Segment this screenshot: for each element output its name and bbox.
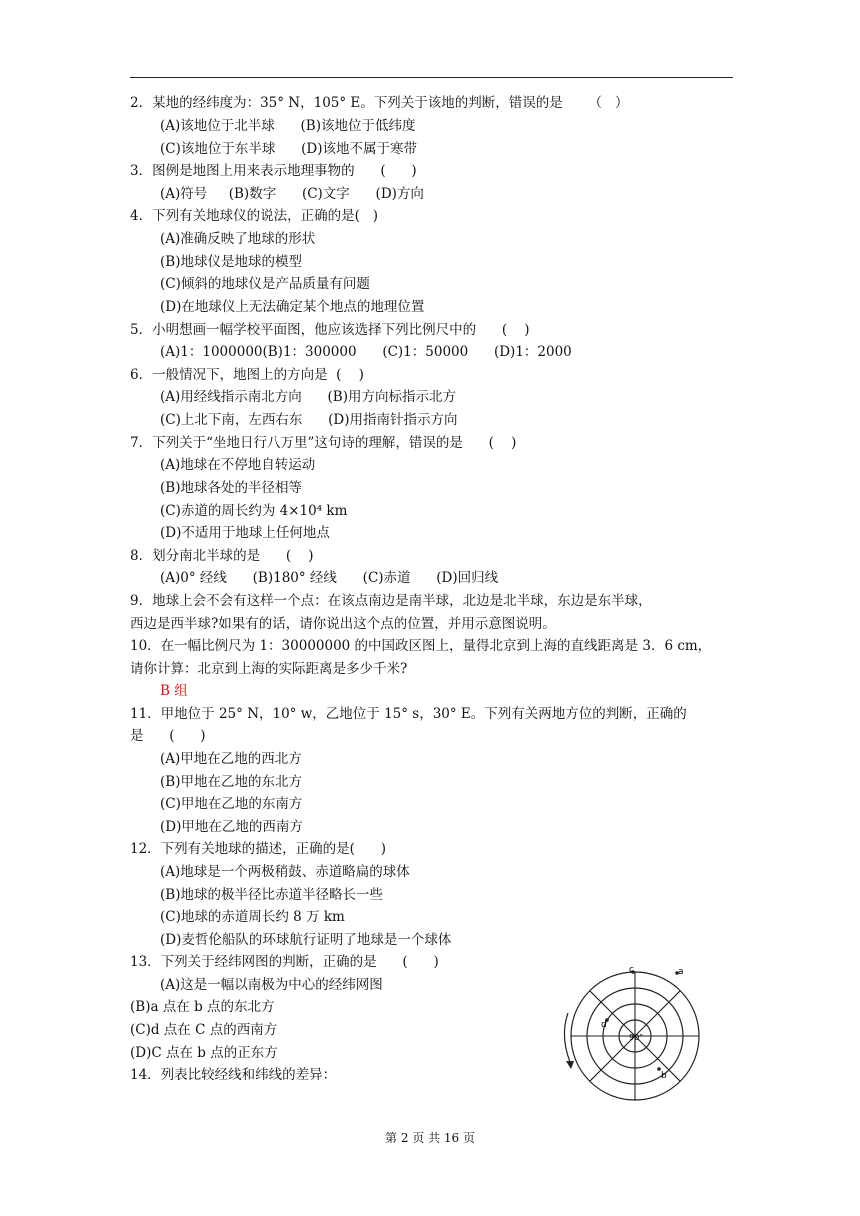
text-line: (B)地球的极半径比赤道半径略长一些 bbox=[160, 887, 383, 903]
text-line: 2．某地的经纬度为：35° N，105° E。下列关于该地的判断，错误的是 （ ） bbox=[130, 95, 629, 111]
text-line: (B)a 点在 b 点的东北方 bbox=[130, 999, 275, 1015]
polar-graticule-figure bbox=[563, 961, 703, 1111]
text-line: (C)d 点在 C 点的西南方 bbox=[130, 1022, 278, 1038]
text-line: (D)麦哲伦船队的环球航行证明了地球是一个球体 bbox=[160, 932, 452, 948]
text-line: (A)符号 (B)数字 (C)文字 (D)方向 bbox=[160, 186, 424, 202]
text-line: 是 ( ) bbox=[130, 728, 206, 744]
text-line: (A)甲地在乙地的西北方 bbox=[160, 751, 302, 767]
text-line: 9．地球上会不会有这样一个点：在该点南边是南半球，北边是北半球，东边是东半球， bbox=[130, 593, 652, 609]
page-footer: 第 2 页 共 16 页 bbox=[385, 1131, 475, 1145]
text-line: 13．下列关于经纬网图的判断，正确的是 ( ) bbox=[130, 954, 439, 970]
text-line: 6．一般情况下，地图上的方向是 ( ) bbox=[130, 367, 364, 383]
text-line: 5．小明想画一幅学校平面图，他应该选择下列比例尺中的 ( ) bbox=[130, 322, 530, 338]
rotation-arrow bbox=[564, 1013, 570, 1062]
text-line: (C)地球的赤道周长约 8 万 km bbox=[160, 909, 345, 925]
text-line: (C)倾斜的地球仪是产品质量有问题 bbox=[160, 276, 370, 292]
text-line: (B)地球各处的半径相等 bbox=[160, 480, 302, 496]
text-line: (B)甲地在乙地的东北方 bbox=[160, 774, 302, 790]
text-line: (A)用经线指示南北方向 (B)用方向标指示北方 bbox=[160, 389, 456, 405]
point-label-c: c bbox=[629, 965, 634, 975]
text-line: (D)C 点在 b 点的正东方 bbox=[130, 1045, 278, 1061]
text-line: (A)地球是一个两极稍鼓、赤道略扁的球体 bbox=[160, 864, 410, 880]
text-line: 14．列表比较经线和纬线的差异： bbox=[130, 1067, 337, 1083]
text-line: (A)0° 经线 (B)180° 经线 (C)赤道 (D)回归线 bbox=[160, 570, 499, 586]
text-line: (A)该地位于北半球 (B)该地位于低纬度 bbox=[160, 118, 416, 134]
header-rule bbox=[130, 77, 733, 78]
point-label-a: a bbox=[678, 967, 684, 977]
center-label: 90° bbox=[629, 1033, 644, 1042]
text-line: (D)在地球仪上无法确定某个地点的地理位置 bbox=[160, 299, 425, 315]
text-line: (C)甲地在乙地的东南方 bbox=[160, 796, 303, 812]
text-line: (A)这是一幅以南极为中心的经纬网图 bbox=[160, 977, 383, 993]
text-line: 11．甲地位于 25° N，10° w，乙地位于 15° s，30° E。下列有关两地方位的判断，正确的 bbox=[130, 706, 687, 722]
text-line: (B)地球仪是地球的模型 bbox=[160, 254, 302, 270]
text-line: (C)上北下南，左西右东 (D)用指南针指示方向 bbox=[160, 412, 458, 428]
text-line: 12．下列有关地球的描述，正确的是( ) bbox=[130, 841, 386, 857]
text-line: B 组 bbox=[160, 683, 188, 699]
rotation-arrowhead bbox=[566, 1061, 574, 1069]
text-line: (C)该地位于东半球 (D)该地不属于寒带 bbox=[160, 141, 417, 157]
point-label-d: d bbox=[601, 1020, 607, 1030]
text-line: (D)不适用于地球上任何地点 bbox=[160, 525, 330, 541]
text-line: (C)赤道的周长约为 4×10⁴ km bbox=[160, 503, 348, 519]
text-line: 10．在一幅比例尺为 1：30000000 的中国政区图上，量得北京到上海的直线距离是 3．6 cm， bbox=[130, 638, 712, 654]
text-line: (A)地球在不停地自转运动 bbox=[160, 457, 316, 473]
text-line: 7．下列关于“坐地日行八万里”这句诗的理解，错误的是 ( ) bbox=[130, 435, 517, 451]
text-line: 西边是西半球?如果有的话，请你说出这个点的位置，并用示意图说明。 bbox=[130, 616, 556, 632]
text-line: 4．下列有关地球仪的说法，正确的是( ) bbox=[130, 208, 378, 224]
text-line: 8．划分南北半球的是 ( ) bbox=[130, 548, 314, 564]
text-line: (A)1：1000000(B)1：300000 (C)1：50000 (D)1：2000 bbox=[160, 344, 572, 360]
point-label-b: b bbox=[661, 1071, 667, 1081]
text-line: (A)准确反映了地球的形状 bbox=[160, 231, 316, 247]
text-line: 请你计算：北京到上海的实际距离是多少千米? bbox=[130, 661, 408, 677]
text-line: (D)甲地在乙地的西南方 bbox=[160, 819, 303, 835]
text-line: 3．图例是地图上用来表示地理事物的 ( ) bbox=[130, 163, 417, 179]
